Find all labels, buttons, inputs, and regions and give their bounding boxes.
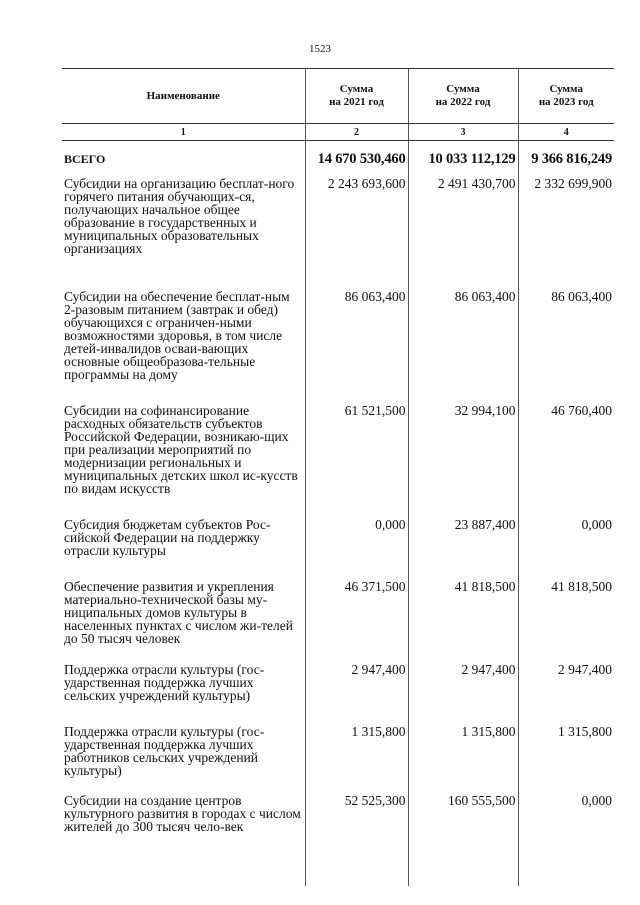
row-name: Поддержка отрасли культуры (гос-ударственная поддержка лучших сельских учреждений культуры) xyxy=(64,662,265,703)
table-header-row xyxy=(62,69,614,124)
column-number: 1 xyxy=(62,124,305,141)
header-2021-line2: на 2021 год xyxy=(329,96,384,108)
row-name: Субсидии на организацию бесплат-ного горячего питания обучающих-ся, получающих начальное общее образование в государственных и муниципальных образовательных организациях xyxy=(64,176,295,256)
header-2021-line1: Сумма xyxy=(339,83,374,95)
row-amount-2022: 160 555,500 xyxy=(408,794,518,886)
table-row xyxy=(62,404,614,518)
row-amount-2023: 86 063,400 xyxy=(518,290,614,404)
row-amount-2023: 41 818,500 xyxy=(518,580,614,663)
column-number: 4 xyxy=(518,124,614,141)
row-amount-2023: 2 947,400 xyxy=(518,663,614,725)
row-name: Поддержка отрасли культуры (гос-ударственная поддержка лучших работников сельских учреждений культуры) xyxy=(64,724,265,778)
row-amount-2021: 86 063,400 xyxy=(305,290,408,404)
row-amount-2021: 2 947,400 xyxy=(305,663,408,725)
row-amount-2021: 0,000 xyxy=(305,518,408,580)
column-number: 3 xyxy=(408,124,518,141)
row-amount-2021: 1 315,800 xyxy=(305,725,408,794)
total-label: ВСЕГО xyxy=(64,151,106,166)
row-name: Субсидии на софинансирование расходных обязательств субъектов Российской Федерации, возникаю-щих при реализации мероприятий по модернизации региональных и муниципальных детских школ ис-кусств по видам искусств xyxy=(64,403,298,496)
header-2023 xyxy=(518,69,614,124)
header-2022-line1: Сумма xyxy=(446,83,480,95)
total-row xyxy=(62,141,614,178)
total-2022: 10 033 112,129 xyxy=(408,141,518,178)
table-row xyxy=(62,290,614,404)
budget-table xyxy=(62,68,614,886)
header-2022 xyxy=(408,69,518,124)
row-amount-2023: 0,000 xyxy=(518,794,614,886)
row-amount-2023: 1 315,800 xyxy=(518,725,614,794)
table-row xyxy=(62,725,614,794)
row-amount-2022: 2 947,400 xyxy=(408,663,518,725)
table-row xyxy=(62,794,614,886)
row-name: Субсидии на обеспечение бесплат-ным 2-разовым питанием (завтрак и обед) обучающихся с ограничен-ными возможностями здоровья, в том числе детей-инвалидов осваи-вающих основные общеобразова-тельные программы на дому xyxy=(64,289,290,382)
table-row xyxy=(62,177,614,290)
row-amount-2022: 86 063,400 xyxy=(408,290,518,404)
row-amount-2021: 52 525,300 xyxy=(305,794,408,886)
header-2022-line2: на 2022 год xyxy=(435,96,491,108)
row-amount-2022: 2 491 430,700 xyxy=(408,177,518,290)
header-name: Наименование xyxy=(62,69,305,124)
header-2023-line2: на 2023 год xyxy=(538,96,594,108)
table-row xyxy=(62,518,614,580)
row-amount-2021: 46 371,500 xyxy=(305,580,408,663)
column-number: 2 xyxy=(305,124,408,141)
total-2021: 14 670 530,460 xyxy=(305,141,408,178)
header-2021 xyxy=(305,69,408,124)
row-amount-2023: 2 332 699,900 xyxy=(518,177,614,290)
table-row xyxy=(62,580,614,663)
row-amount-2022: 23 887,400 xyxy=(408,518,518,580)
total-2023: 9 366 816,249 xyxy=(518,141,614,178)
row-amount-2023: 46 760,400 xyxy=(518,404,614,518)
row-amount-2021: 61 521,500 xyxy=(305,404,408,518)
row-name: Субсидия бюджетам субъектов Рос-сийской Федерации на поддержку отрасли культуры xyxy=(64,517,271,558)
row-amount-2022: 1 315,800 xyxy=(408,725,518,794)
column-number-row xyxy=(62,124,614,141)
row-amount-2023: 0,000 xyxy=(518,518,614,580)
row-name: Обеспечение развития и укрепления материально-технической базы му-ниципальных домов культуры в населенных пунктах с числом жи-телей до 50 тысяч человек xyxy=(64,579,293,646)
row-amount-2022: 32 994,100 xyxy=(408,404,518,518)
row-name: Субсидии на создание центров культурного развития в городах с числом жителей до 300 тысяч чело-век xyxy=(64,793,301,834)
row-amount-2021: 2 243 693,600 xyxy=(305,177,408,290)
header-2023-line1: Сумма xyxy=(549,83,583,95)
table-row xyxy=(62,663,614,725)
row-amount-2022: 41 818,500 xyxy=(408,580,518,663)
page-number: 1523 xyxy=(309,43,331,55)
